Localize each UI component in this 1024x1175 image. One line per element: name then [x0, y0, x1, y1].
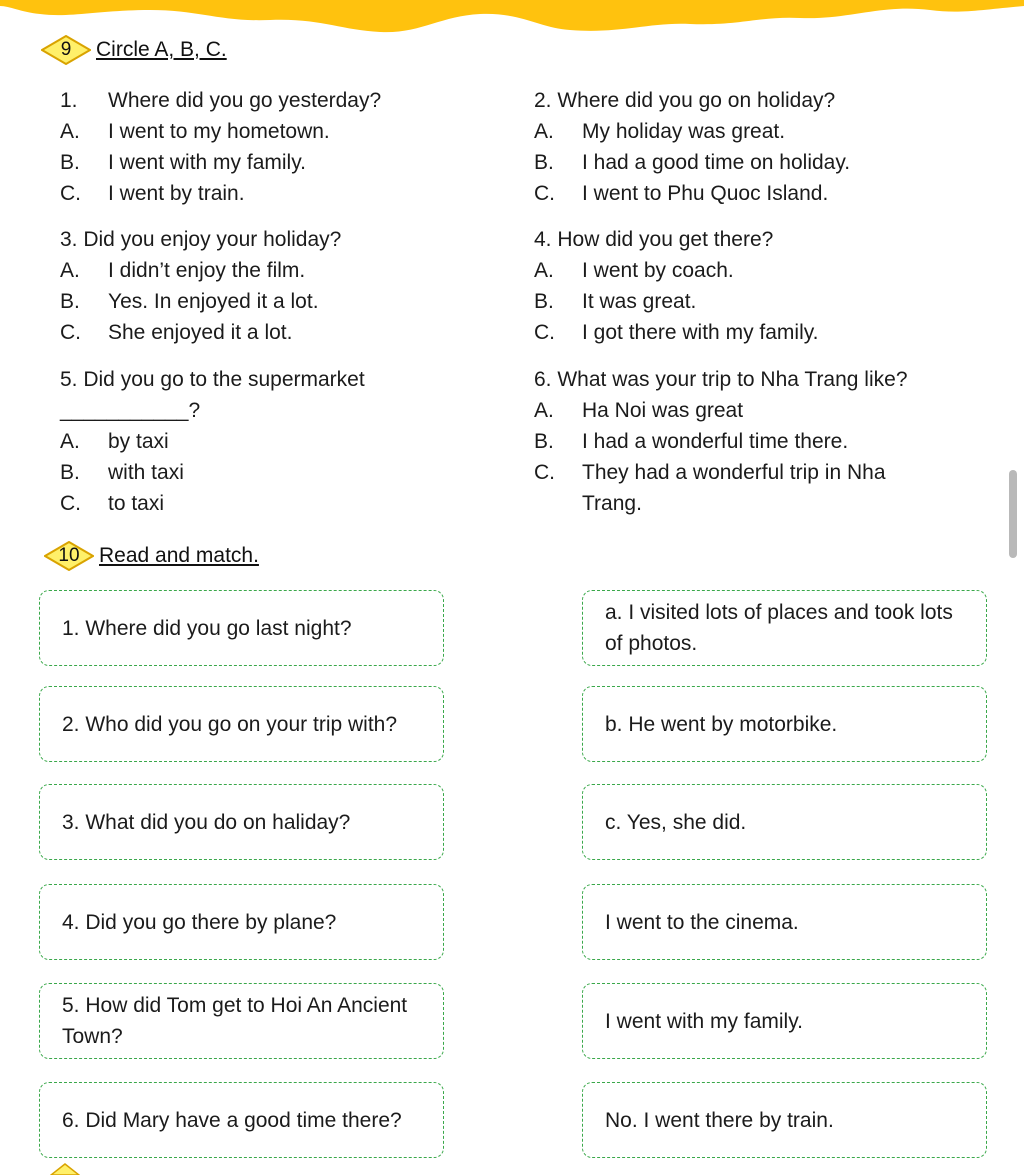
question-1-number: 1.	[60, 89, 78, 112]
exercise-10-badge	[44, 541, 94, 571]
exercise-9-title: Circle A, B, C.	[96, 38, 227, 61]
option-6b[interactable]: B. I had a wonderful time there.	[534, 430, 849, 453]
option-3a[interactable]: A. I didn’t enjoy the film.	[60, 259, 306, 282]
option-1c[interactable]: C. I went by train.	[60, 182, 245, 205]
exercise-9-number: 9	[60, 39, 72, 60]
question-1	[60, 85, 500, 209]
question-4	[534, 224, 974, 348]
question-6	[534, 364, 964, 519]
match-question-2[interactable]: 2. Who did you go on your trip with?	[39, 686, 444, 762]
match-question-4[interactable]: 4. Did you go there by plane?	[39, 884, 444, 960]
option-4a[interactable]: A. I went by coach.	[534, 259, 734, 282]
match-question-1[interactable]: 1. Where did you go last night?	[39, 590, 444, 666]
option-1a[interactable]: A. I went to my hometown.	[60, 120, 330, 143]
option-6a[interactable]: A. Ha Noi was great	[534, 399, 744, 422]
question-3	[60, 224, 500, 348]
option-6c[interactable]: C. They had a wonderful trip in Nha Trang.	[534, 461, 886, 515]
exercise-10-number: 10	[58, 545, 80, 566]
option-4c[interactable]: C. I got there with my family.	[534, 321, 819, 344]
exercise-9-badge	[41, 35, 91, 65]
question-6-stem: 6. What was your trip to Nha Trang like?	[534, 368, 908, 391]
question-3-stem: 3. Did you enjoy your holiday?	[60, 228, 342, 251]
option-1b[interactable]: B. I went with my family.	[60, 151, 306, 174]
next-badge-peek	[50, 1163, 80, 1175]
match-answer-d[interactable]: I went to the cinema.	[582, 884, 987, 960]
question-5	[60, 364, 500, 519]
question-4-stem: 4. How did you get there?	[534, 228, 774, 251]
vertical-scrollbar[interactable]	[1009, 470, 1017, 558]
match-answer-a[interactable]: a. I visited lots of places and took lots of photos.	[582, 590, 987, 666]
question-2-stem: 2. Where did you go on holiday?	[534, 89, 836, 112]
match-answer-c[interactable]: c. Yes, she did.	[582, 784, 987, 860]
exercise-10-title: Read and match.	[99, 544, 259, 567]
match-question-5[interactable]: 5. How did Tom get to Hoi An Ancient Town?	[39, 983, 444, 1059]
option-4b[interactable]: B. It was great.	[534, 290, 697, 313]
question-5-blank: ___________?	[60, 399, 201, 422]
question-2	[534, 85, 974, 209]
option-2b[interactable]: B. I had a good time on holiday.	[534, 151, 851, 174]
question-1-stem: Where did you go yesterday?	[108, 89, 382, 112]
option-5b[interactable]: B. with taxi	[60, 461, 184, 484]
option-2a[interactable]: A. My holiday was great.	[534, 120, 786, 143]
match-question-3[interactable]: 3. What did you do on haliday?	[39, 784, 444, 860]
option-3b[interactable]: B. Yes. In enjoyed it a lot.	[60, 290, 319, 313]
option-5c[interactable]: C. to taxi	[60, 492, 165, 515]
match-answer-e[interactable]: I went with my family.	[582, 983, 987, 1059]
match-question-6[interactable]: 6. Did Mary have a good time there?	[39, 1082, 444, 1158]
question-5-stem: 5. Did you go to the supermarket	[60, 368, 365, 391]
option-5a[interactable]: A. by taxi	[60, 430, 169, 453]
option-3c[interactable]: C. She enjoyed it a lot.	[60, 321, 293, 344]
match-answer-b[interactable]: b. He went by motorbike.	[582, 686, 987, 762]
match-answer-f[interactable]: No. I went there by train.	[582, 1082, 987, 1158]
top-wave-band	[0, 0, 1024, 40]
option-2c[interactable]: C. I went to Phu Quoc Island.	[534, 182, 829, 205]
